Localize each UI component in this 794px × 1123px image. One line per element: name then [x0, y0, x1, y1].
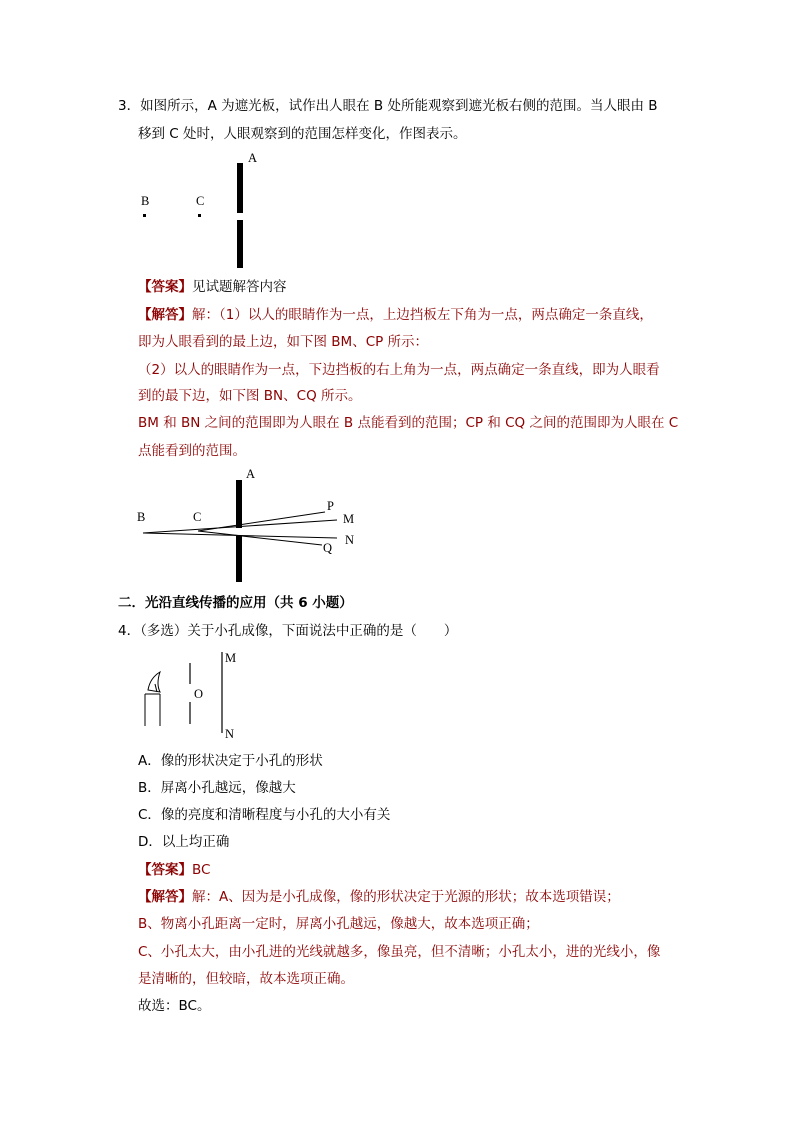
fig2-label-q: Q — [323, 541, 333, 555]
q4-answer — [138, 860, 210, 880]
section-heading: 二．光沿直线传播的应用（共 6 小题） — [118, 595, 353, 611]
q4-stem: 4．（多选）关于小孔成像，下面说法中正确的是（ ） — [118, 623, 458, 639]
fig2-label-n: N — [345, 533, 355, 547]
fig3-label-n: N — [225, 727, 235, 741]
answer-tag: 【答案】 — [138, 862, 192, 878]
solution-text: 解：（1）以人的眼睛作为一点，上边挡板左下角为一点，两点确定一条直线， — [192, 307, 653, 323]
fig1-label-b: B — [141, 194, 150, 208]
fig2-label-m: M — [343, 512, 355, 526]
fig3-label-m: M — [225, 651, 237, 665]
q4-solution-line-4: 是清晰的，但较暗，故本选项正确。 — [138, 971, 354, 987]
candle-flame — [148, 672, 160, 692]
solution-tag: 【解答】 — [138, 307, 192, 323]
solution-tag: 【解答】 — [138, 889, 192, 905]
answer-text: 见试题解答内容 — [192, 279, 287, 295]
answer-text: BC — [192, 862, 211, 878]
fig2-label-c: C — [193, 510, 202, 524]
fig3-label-o: O — [194, 687, 204, 701]
q3-solution-line-4: 到的最下边，如下图 BN、CQ 所示。 — [138, 388, 362, 404]
q4-solution-line-3: C、小孔太大，由小孔进的光线就越多，像虽亮，但不清晰；小孔太小，进的光线小，像 — [138, 944, 661, 960]
answer-tag: 【答案】 — [138, 279, 192, 295]
q3-solution-line-6: 点能看到的范围。 — [138, 443, 246, 459]
q3-stem-line-2: 移到 C 处时，人眼观察到的范围怎样变化，作图表示。 — [138, 126, 467, 142]
option-b: B．屏离小孔越远，像越大 — [138, 780, 296, 796]
option-c: C．像的亮度和清晰程度与小孔的大小有关 — [138, 807, 391, 823]
solution-text: 解：A、因为是小孔成像，像的形状决定于光源的形状；故本选项错误； — [192, 889, 620, 905]
q3-solution-line-3: （2）以人的眼睛作为一点，下边挡板的右上角为一点，两点确定一条直线，即为人眼看 — [138, 362, 660, 378]
fig2-label-a: A — [246, 467, 256, 481]
q4-solution-line-2: B、物离小孔距离一定时，屏离小孔越远，像越大，故本选项正确； — [138, 916, 539, 932]
option-a: A．像的形状决定于小孔的形状 — [138, 753, 323, 769]
q3-solution-line-2: 即为人眼看到的最上边，如下图 BM、CP 所示： — [138, 334, 429, 350]
fig1-label-a: A — [248, 151, 258, 165]
q3-solution-line-5: BM 和 BN 之间的范围即为人眼在 B 点能看到的范围；CP 和 CQ 之间的范围即为人眼在 C — [138, 415, 679, 431]
q4-solution-line-1 — [138, 887, 620, 907]
option-d: D．以上均正确 — [138, 834, 230, 850]
q3-stem-line-1: 3．如图所示，A 为遮光板，试作出人眼在 B 处所能观察到遮光板右侧的范围。当人眼由 B — [118, 98, 658, 114]
q4-conclusion: 故选：BC。 — [138, 998, 211, 1014]
fig2-label-p: P — [327, 499, 334, 513]
fig1-label-c: C — [196, 194, 205, 208]
fig2-label-b: B — [137, 510, 146, 524]
